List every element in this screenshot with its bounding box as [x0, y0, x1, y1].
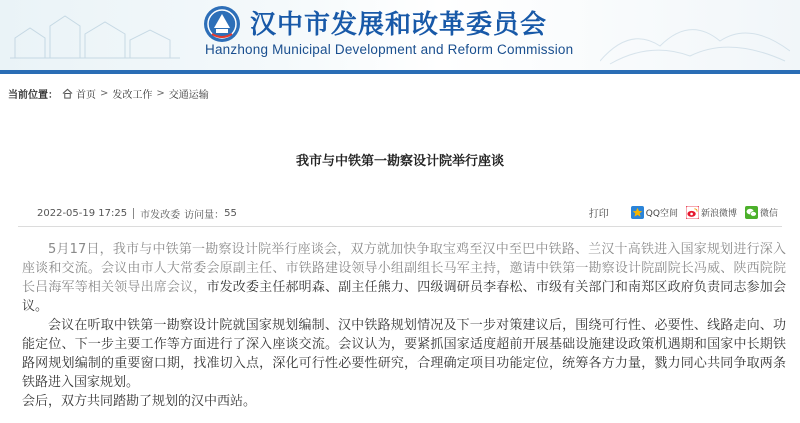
header-divider — [0, 70, 800, 74]
qzone-icon — [631, 206, 644, 219]
meta-divider-line — [18, 226, 782, 227]
meta-divider — [133, 208, 134, 219]
share-bar — [589, 205, 778, 220]
breadcrumb — [8, 86, 209, 100]
views-count: 55 — [224, 208, 237, 219]
emblem-icon — [202, 4, 242, 44]
home-icon — [62, 88, 73, 99]
breadcrumb-label: 当前位置： — [8, 89, 58, 101]
wechat-icon — [745, 206, 758, 219]
breadcrumb-separator: > — [156, 87, 165, 99]
breadcrumb-home-link[interactable]: 首页 — [76, 89, 96, 101]
paragraph-1 — [22, 240, 786, 316]
share-wechat-button[interactable] — [745, 206, 778, 219]
share-weibo-label: 新浪微博 — [700, 209, 737, 219]
architecture-decoration-icon — [10, 8, 180, 64]
weibo-icon — [686, 206, 699, 219]
site-title: 汉中市发展和改革委员会 — [250, 10, 548, 40]
share-qzone-label: QQ空间 — [645, 209, 678, 219]
breadcrumb-separator: > — [100, 87, 109, 99]
site-subtitle: Hanzhong Municipal Development and Reform Commission — [205, 42, 574, 57]
mountain-decoration-icon — [600, 6, 790, 66]
article-source: 市发改委 — [140, 210, 181, 221]
article-meta — [37, 206, 237, 221]
site-header — [0, 0, 800, 70]
breadcrumb-transport-link[interactable]: 交通运输 — [168, 89, 209, 101]
article-body — [22, 240, 786, 411]
views-label: 访问量： — [184, 210, 225, 221]
article-title: 我市与中铁第一勘察设计院举行座谈 — [295, 154, 504, 169]
paragraph-1-text: 市发改委主任郝明森、副主任熊力、四级调研员李春松、市级有关部门和南郑区政府负责同志参加会议。 — [22, 280, 786, 314]
share-wechat-label: 微信 — [759, 209, 778, 219]
print-button[interactable]: 打印 — [588, 209, 609, 220]
paragraph-2: 会议在听取中铁第一勘察设计院就国家规划编制、汉中铁路规划情况及下一步对策建议后，围绕可行性、必要性、线路走向、功能定位、下一步主要工作等方面进行了深入座谈交流。会议认为，要紧抓国家适度超前开展基础设施建设政策机遇期和国家中长期铁路网规划编制的重要窗口期，找准切入点，深化可行性必要性研究，合理确定项目功能定位，统筹各方力量，戮力同心共同争取两条铁路进入国家规划。 — [22, 318, 786, 390]
share-weibo-button[interactable] — [686, 206, 737, 219]
breadcrumb-work-link[interactable]: 发改工作 — [112, 89, 153, 101]
share-qzone-button[interactable] — [631, 206, 678, 219]
article-date: 2022-05-19 17:25 — [37, 208, 128, 219]
paragraph-1-faint-text: 5月17日，我市与中铁第一勘察设计院举行座谈会，双方就加快争取宝鸡至汉中至巴中铁路、兰汉十高铁进入国家规划进行深入座谈和交流。会议由市人大常委会原副主任、市铁路建设领导小组副组长马军主持，邀请中铁第一勘察设计院副院长冯威、陕西院院长吕海军等相关领导出席会议， — [22, 242, 786, 295]
paragraph-3: 会后，双方共同踏勘了规划的汉中西站。 — [22, 394, 257, 409]
